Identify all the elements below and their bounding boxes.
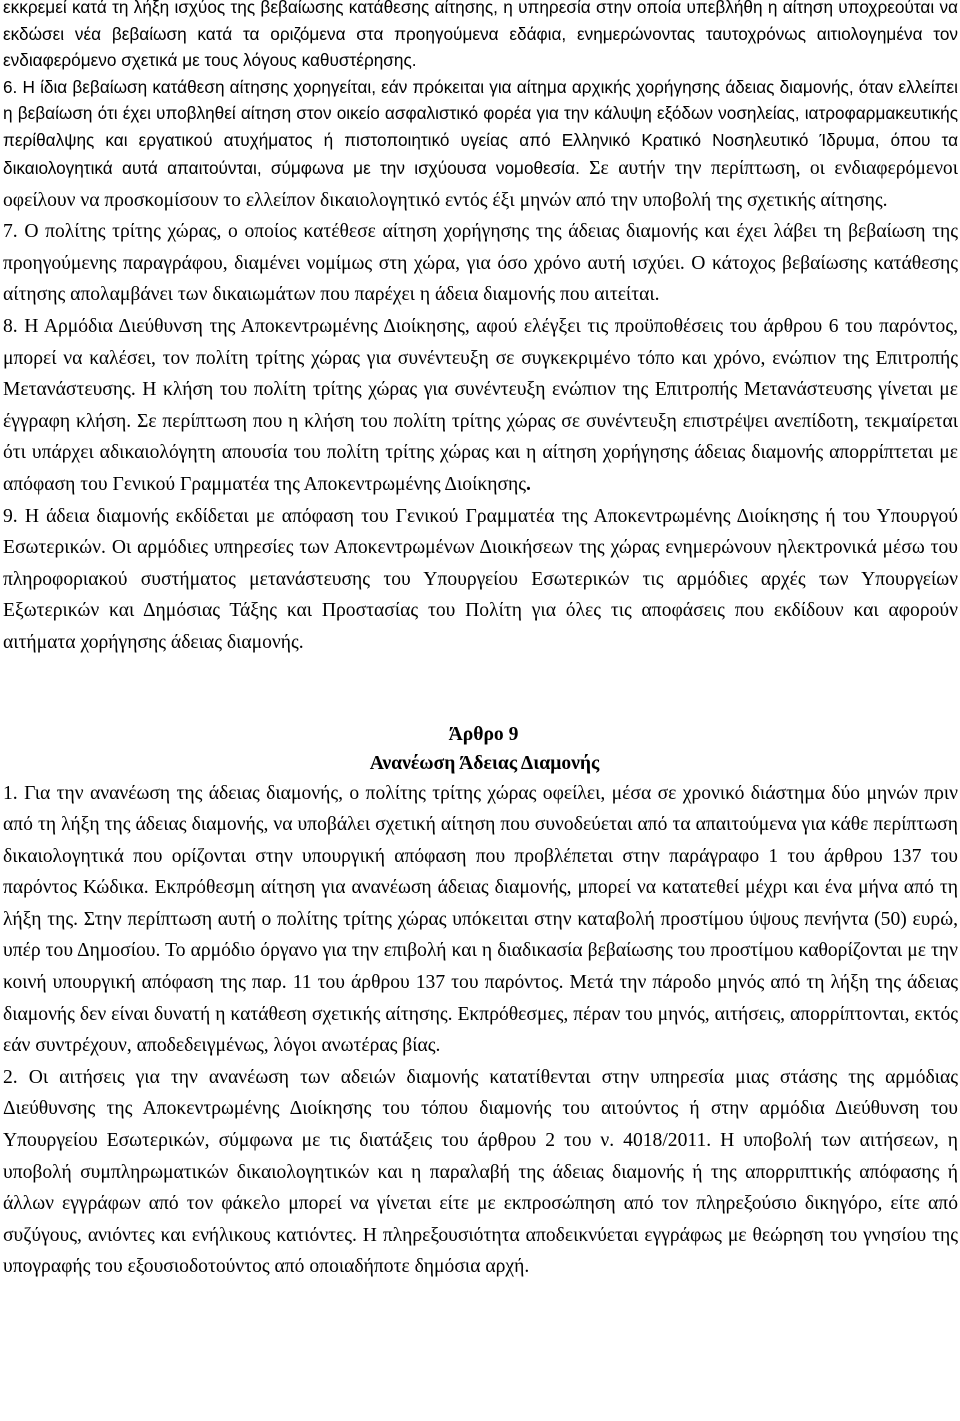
paragraph-continuation-text: εκκρεμεί κατά τη λήξη ισχύος της βεβαίωσης κατάθεσης αίτησης, η υπηρεσία στην οποία υπεβλήθη η αίτηση υποχρεούται να εκδώσει νέα βεβαίωση κατά τα οριζόμενα στα προηγούμενα εδάφια, ενημερώνοντας ταυτοχρόνως αιτιολογημένα τον ενδιαφερόμενο σχετικά με τους λόγους καθυστέρησης. [3, 0, 958, 70]
article-number: Άρθρο 9 [448, 723, 519, 745]
document-page [3, 0, 958, 1283]
paragraph-9 [3, 501, 958, 659]
article-title: Ανανέωση Άδειας Διαμονής [369, 752, 600, 774]
paragraph-8-end: . [526, 473, 531, 495]
paragraph-8-text: 8. Η Αρμόδια Διεύθυνση της Αποκεντρωμένης Διοίκησης, αφού ελέγξει τις προϋποθέσεις του άρθρου 6 του παρόντος, μπορεί να καλέσει, τον πολίτη τρίτης χώρας για συνέντευξη σε συγκεκριμένο τόπο και χρόνο, ενώπιον της Επιτροπής Μετανάστευσης. Η κλήση του πολίτη τρίτης χώρας για συνέντευξη ενώπιον της Επιτροπής Μετανάστευσης γίνεται με έγγραφη κλήση. Σε περίπτωση που η κλήση του πολίτη τρίτης χώρας σε συνέντευξη επιστρέψει ανεπίδοτη, τεκμαίρεται ότι υπάρχει αδικαιολόγητη απουσία του πολίτη τρίτης χώρας και η αίτηση χορήγησης άδειας διαμονής απορρίπτεται με απόφαση του Γενικού Γραμματέα της Αποκεντρωμένης Διοίκησης [3, 315, 958, 495]
paragraph-6-text: 6. Η ίδια βεβαίωση κατάθεση αίτησης χορηγείται, εάν πρόκειται για αίτημα αρχικής χορήγησης άδειας διαμονής, όταν ελλείπει η βεβαίωση ότι έχει υποβληθεί αίτηση στον οικείο ασφαλιστικό φορέα για την κάλυψη εξόδων νοσηλείας, ιατροφαρμακευτικής περίθαλψης και εργατικού ατυχήματος ή πιστοποιητικό υγείας από Ελληνικό Κρατικό Νοσηλευτικό Ίδρυμα, όπου τα δικαιολογητικά αυτά απαιτούνται, σύμφωνα με την ισχύουσα νομοθεσία. [3, 76, 958, 178]
paragraph-6 [3, 74, 958, 217]
paragraph-9-text: 9. Η άδεια διαμονής εκδίδεται με απόφαση του Γενικού Γραμματέα της Αποκεντρωμένης Διοίκησης ή του Υπουργού Εσωτερικών. Οι αρμόδιες υπηρεσίες των Αποκεντρωμένων Διοικήσεων της χώρας ενημερώνουν ηλεκτρονικά μέσω του πληροφοριακού συστήματος μετανάστευσης του Υπουργείου Εσωτερικών τις αρμόδιες αρχές των Υπουργείων Εξωτερικών και Δημόσιας Τάξης και Προστασίας του Πολίτη για όλες τις αποφάσεις που εκδίδουν και αφορούν αιτήματα χορήγησης άδειας διαμονής. [3, 505, 958, 653]
article-9-paragraph-2 [3, 1062, 958, 1283]
article-9-paragraph-1-text: 1. Για την ανανέωση της άδειας διαμονής, ο πολίτης τρίτης χώρας οφείλει, μέσα σε χρονικό διάστημα δύο μηνών πριν από τη λήξη της άδειας διαμονής, να υποβάλει σχετική αίτηση που συνοδεύεται από τα απαιτούμενα για κάθε περίπτωση δικαιολογητικά που ορίζονται στην υπουργική απόφαση που προβλέπεται στην παράγραφο 1 του άρθρου 137 του παρόντος Κώδικα. Εκπρόθεσμη αίτηση για ανανέωση άδειας διαμονής, μπορεί να κατατεθεί μέχρι και ένα μήνα από τη λήξη της. Στην περίπτωση αυτή ο πολίτης τρίτης χώρας υπόκειται στην καταβολή προστίμου ύψους πενήντα (50) ευρώ, υπέρ του Δημοσίου. Το αρμόδιο όργανο για την επιβολή και η διαδικασία βεβαίωσης του προστίμου καθορίζονται με την κοινή υπουργική απόφαση της παρ. 11 του άρθρου 137 του παρόντος. Μετά την πάροδο μηνός από τη λήξη της άδειας διαμονής δεν είναι δυνατή η κατάθεση σχετικής αίτησης. Εκπρόθεσμες, πέραν του μηνός, αιτήσεις, απορρίπτονται, εκτός εάν συντρέχουν, αποδεδειγμένως, λόγοι ανωτέρας βίας. [3, 782, 958, 1057]
paragraph-continuation [3, 0, 958, 74]
paragraph-7 [3, 216, 958, 311]
paragraph-8 [3, 311, 958, 501]
paragraph-7-text: 7. Ο πολίτης τρίτης χώρας, ο οποίος κατέθεσε αίτηση χορήγησης της άδειας διαμονής και έχει λάβει τη βεβαίωση της προηγούμενης παραγράφου, διαμένει νομίμως στη χώρα, για όσο χρόνο αυτή ισχύει. Ο κάτοχος βεβαίωσης κατάθεσης αίτησης απολαμβάνει των δικαιωμάτων που παρέχει η άδεια διαμονής που αιτείται. [3, 221, 958, 306]
article-9-paragraph-2-text: 2. Οι αιτήσεις για την ανανέωση των αδειών διαμονής κατατίθενται στην υπηρεσία μιας στάσης της αρμόδιας Διεύθυνσης της Αποκεντρωμένης Διοίκησης του τόπου διαμονής του αιτούντος ή στην αρμόδια Διεύθυνση του Υπουργείου Εσωτερικών, σύμφωνα με τις διατάξεις του άρθρου 2 του ν. 4018/2011. Η υποβολή των αιτήσεων, η υποβολή συμπληρωματικών δικαιολογητικών και η παραλαβή της άδειας διαμονής ή της απορριπτικής απόφασης ή άλλων εγγράφων από τον φάκελο μπορεί να γίνεται είτε με εκπροσώπηση από τον πληρεξούσιο δικηγόρο, είτε από συζύγους, ανιόντες και ενήλικους κατιόντες. Η πληρεξουσιότητα αποδεικνύεται εγγράφως με θεώρηση του γνησίου της υπογραφής του εξουσιοδοτούντος από οποιαδήποτε δημόσια αρχή. [3, 1066, 958, 1278]
article-9-paragraph-1 [3, 778, 958, 1062]
paragraph-6-serif-text: Σε αυτήν την περίπτωση, οι ενδιαφερόμενοι οφείλουν να προσκομίσουν το ελλείπον δικαιολογητικό εντός έξι μηνών από την υποβολή της σχετικής αίτησης. [3, 158, 958, 211]
